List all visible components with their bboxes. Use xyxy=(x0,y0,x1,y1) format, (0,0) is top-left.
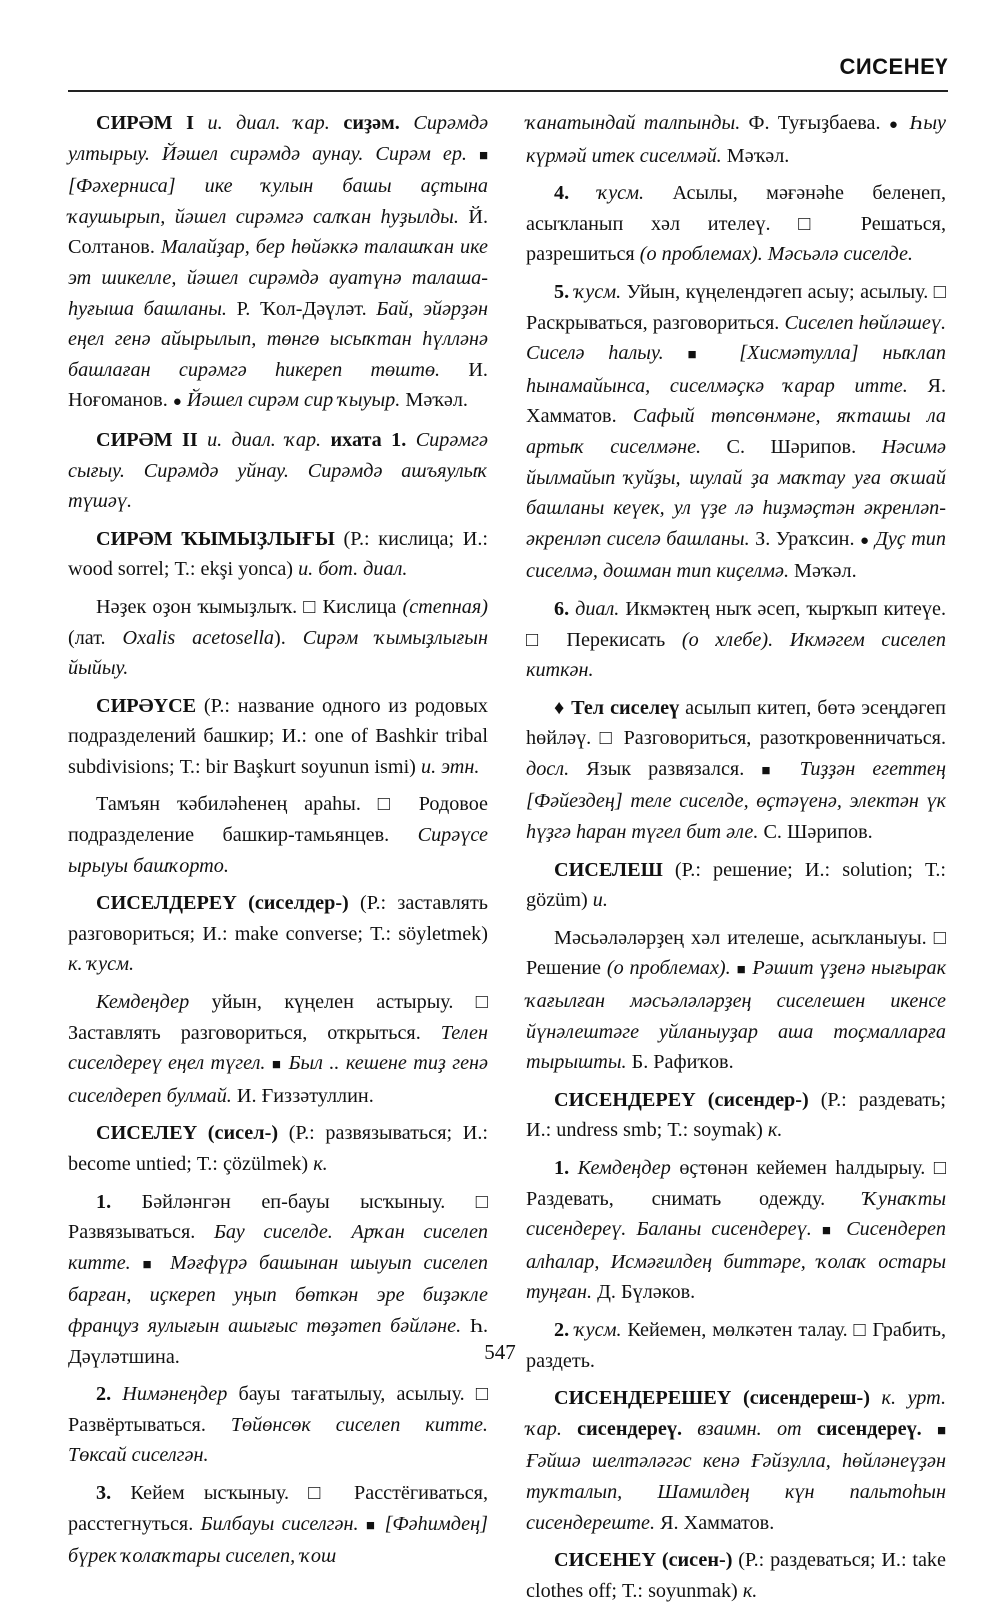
dictionary-paragraph xyxy=(526,1085,946,1146)
plain-text: И. Ноғоманов. xyxy=(68,358,488,412)
italic-text: и. xyxy=(592,889,608,912)
italic-text: ҡусм. xyxy=(574,280,622,303)
plain-text: (Р.: название одного из родовых подразделений башкир; И.: one of Bashkir tribal subdivisions; Т.: bir Başkurt soyunun ismi) xyxy=(68,694,488,778)
plain-text xyxy=(198,429,207,451)
section-marker: ■ xyxy=(271,1057,283,1074)
plain-text: асылып китеп, бөтә эсеңдәгеп һөйләү. □ Разговориться, разоткровенничаться. xyxy=(526,696,946,750)
plain-text: бауы тағатылыу, асылыу. □ Развёртываться. xyxy=(68,1383,489,1436)
plain-text: (Р.: развязываться; И.: become untied; Т.: çözülmek) xyxy=(68,1122,488,1175)
section-marker: ■ xyxy=(821,1223,837,1240)
section-marker: ● xyxy=(888,117,902,133)
plain-text: Мәҡәл. xyxy=(721,144,790,167)
headword: СИРӘМ I xyxy=(96,112,194,134)
plain-text xyxy=(562,1418,577,1440)
section-marker: ■ xyxy=(687,347,716,364)
plain-text xyxy=(194,112,208,134)
plain-text: Б. Рафиҡов. xyxy=(626,1051,734,1074)
dictionary-paragraph xyxy=(526,178,946,270)
dictionary-paragraph xyxy=(526,108,946,171)
italic-text: Нәсимә йылмайып ҡуйҙы, шулай ҙа маҡтау уға оҡшай башланы кеүек, ул үҙе лә һиҙмәҫтән әкренләп-әкренләп сиселә башланы. xyxy=(526,435,946,550)
bold-text: сисендереү. xyxy=(816,1417,922,1440)
headword: СИРӘМ II xyxy=(96,428,198,451)
dictionary-paragraph xyxy=(68,789,488,881)
plain-text: (Р.: решение; И.: solution; Т.: gözüm) xyxy=(526,858,946,912)
plain-text: Д. Бүләков. xyxy=(592,1281,696,1304)
italic-text: Нимәнеңдер xyxy=(122,1383,228,1406)
plain-text: уйын, күңелен астырыу. □ Заставлять разговориться, открыться. xyxy=(68,991,488,1044)
plain-text: (лат. xyxy=(68,626,123,649)
plain-text xyxy=(359,1513,366,1535)
plain-text xyxy=(812,1218,822,1240)
dictionary-paragraph xyxy=(526,693,946,848)
plain-text xyxy=(836,1218,846,1240)
italic-text: (о хлебе). Икмәгем сиселеп киткән. xyxy=(526,628,946,682)
italic-text: Oxalis acetosella xyxy=(122,626,275,649)
plain-text: Һ. Дәүләтшина. xyxy=(68,1314,489,1368)
italic-text: Бай, эйәрҙән еңел генә айырылып, төнгө ысыҡтан һүлләнә башлаған сирәмгә һикереп төштө. xyxy=(68,297,488,381)
plain-text: Я. Хамматов. xyxy=(655,1511,775,1534)
dictionary-paragraph xyxy=(68,1118,488,1179)
italic-text: и. этн. xyxy=(420,755,480,778)
dictionary-paragraph xyxy=(68,888,488,980)
headword: СИСЕЛДЕРЕҮ (сиселдер-) xyxy=(96,892,349,915)
italic-text: Сирәмгә сығыу. Сирәмдә уйнау. Сирәмдә ашъяулыҡ түшәү. xyxy=(68,428,489,513)
italic-text: Йәшел сирәм сир ҡыуыр. xyxy=(186,389,401,412)
plain-text: (Р.: заставлять разговориться; И.: make converse; Т.: söyletmek) xyxy=(68,892,488,945)
plain-text: И. Ғиззәтуллин. xyxy=(231,1084,374,1107)
bold-text: 5. xyxy=(554,280,570,303)
italic-text: ҡанатындай талпынды. xyxy=(526,112,741,134)
plain-text: Мәҡәл. xyxy=(789,560,857,583)
plain-text: Язык развязался. xyxy=(569,757,762,780)
plain-text: Кейемен, мөлкәтен талау. □ Грабить, раздеть. xyxy=(526,1318,947,1372)
italic-text: Бау сиселде. Арҡан сиселеп китте. xyxy=(68,1221,488,1274)
bold-text: 1. xyxy=(96,1190,112,1213)
bold-text: 1. xyxy=(554,1157,570,1179)
plain-text xyxy=(922,1418,937,1440)
headword: СИРӘМ ҠЫМЫҘЛЫҒЫ xyxy=(96,527,335,550)
italic-text: к. урт. ҡар. xyxy=(526,1387,946,1440)
dictionary-paragraph xyxy=(68,524,488,585)
italic-text: Сафый төпсөнмәне, яҡташы ла артыҡ сиселмәне. xyxy=(526,405,946,458)
dictionary-paragraph xyxy=(68,425,488,517)
plain-text xyxy=(131,1252,143,1274)
italic-text: (о проблемах). Мәсьәлә сиселде. xyxy=(639,243,913,266)
plain-text: Я. Хамматов. xyxy=(526,374,946,428)
italic-text: Ғәйшә шелтәләгәс кенә Ғәйзулла, һөйләнеүҙән туҡталып, Шамилдең күн пальтоһын сисендереште. xyxy=(526,1450,946,1534)
section-marker: ■ xyxy=(761,762,783,779)
italic-text: Рәшит үҙенә нығырак ҡағылған мәсьәләләрҙең сиселешен икенсе йүнәлештәге уйланыуҙар аша тоҫмалларға тырышты. xyxy=(526,957,947,1074)
dictionary-paragraph xyxy=(68,1478,488,1572)
section-marker: ■ xyxy=(478,147,488,164)
plain-text xyxy=(870,1387,882,1409)
plain-text: Мәсьәләләрҙең хәл ителеше, асыҡланыуы. □ Решение xyxy=(526,926,946,980)
plain-text: Й. Солтанов. xyxy=(68,205,488,259)
headword: СИСЕНДЕРЕШЕҮ (сисендереш-) xyxy=(554,1387,870,1410)
dictionary-paragraph xyxy=(68,691,488,783)
bold-text: ихата 1. xyxy=(330,428,407,451)
plain-text xyxy=(406,429,415,451)
section-marker: ● xyxy=(172,394,182,411)
plain-text xyxy=(158,1252,170,1274)
running-head: СИСЕНЕҮ xyxy=(839,54,948,79)
italic-text: (степная) xyxy=(402,595,488,618)
section-marker: ■ xyxy=(936,1422,947,1439)
plain-text: С. Шәрипов. xyxy=(701,435,882,458)
italic-text: Сирәүсе ырыуы башҡорто. xyxy=(68,824,488,877)
plain-text: Нәҙек оҙон ҡымыҙлыҡ. □ Кислица xyxy=(96,595,403,618)
plain-text: ). xyxy=(274,626,303,649)
plain-text: Бәйләнгән еп-бауы ысҡыныу. □ Развязываться. xyxy=(68,1190,488,1244)
plain-text: З. Ураҡсин. xyxy=(749,527,860,550)
bold-text: ♦ xyxy=(554,696,566,719)
header-rule xyxy=(68,90,948,92)
plain-text: (Р.: кислица; И.: wood sorrel; Т.: ekşi yonca) xyxy=(68,527,488,581)
dictionary-paragraph xyxy=(526,277,946,587)
plain-text: С. Шәрипов. xyxy=(758,821,873,844)
italic-text: Кемдеңдер xyxy=(577,1157,671,1179)
dictionary-paragraph xyxy=(68,987,488,1111)
headword: СИСЕНЕҮ (сисен-) xyxy=(554,1549,733,1572)
headword: СИСЕЛЕҮ (сисел-) xyxy=(96,1122,279,1145)
bold-text: 2. xyxy=(96,1383,112,1406)
italic-text: Сирәмдә ултырыу. Йәшел сирәмдә аунау. Сирәм ер. xyxy=(68,112,489,165)
dictionary-paragraph xyxy=(68,592,488,684)
plain-text xyxy=(569,182,597,204)
dictionary-paragraph xyxy=(526,1153,946,1308)
section-marker: ■ xyxy=(142,1256,159,1273)
headword: СИСЕНДЕРЕҮ (сисендер-) xyxy=(554,1088,809,1111)
italic-text: Телен сиселдереү еңел түгел. xyxy=(68,1021,488,1075)
dictionary-paragraph xyxy=(526,923,946,1078)
italic-text: Сиселеп һөйләшеү. Сиселә һалыу. xyxy=(526,311,947,365)
bold-text: Тел сиселеү xyxy=(571,696,680,719)
italic-text: досл. xyxy=(526,757,570,780)
italic-text: ҡусм. xyxy=(597,182,645,205)
plain-text xyxy=(802,1418,817,1440)
italic-text: и. бот. диал. xyxy=(298,558,408,581)
italic-text: и. диал. ҡар. xyxy=(207,112,330,134)
plain-text: Мәҡәл. xyxy=(400,389,468,412)
dictionary-paragraph xyxy=(526,1545,946,1606)
italic-text: Мәғфүрә башынан шыуып сиселеп барған, иҫкереп уңып бөткән эре биҙәкле француз яулығын ашығыс төҙәтеп бәйләне. xyxy=(68,1251,489,1337)
bold-text: сиҙәм. xyxy=(343,112,400,134)
headword: СИРӘҮСЕ xyxy=(96,694,197,717)
italic-text: Дуҫ тип сиселмә, дошман тип киҫелмә. xyxy=(526,527,946,583)
italic-text: Малайҙар, бер һөйәккә талашҡан ике эт шикелле, йәшел сирәмдә ауатүнә талаша-һуғыша башланы. xyxy=(68,236,488,320)
plain-text xyxy=(400,112,414,134)
section-marker: ● xyxy=(860,532,870,549)
plain-text: Асылы, мәғәнәһе беленеп, асыҡланып хәл ителеү. □ Решаться, разрешиться xyxy=(526,182,946,266)
plain-text xyxy=(715,342,739,364)
section-marker: ■ xyxy=(365,1517,378,1534)
plain-text: Р. Ҡол-Дәүләт. xyxy=(226,297,377,320)
plain-text xyxy=(330,112,344,134)
italic-text: Сирәм ҡымыҙлығын йыйыу. xyxy=(68,626,488,680)
italic-text: диал. xyxy=(575,597,620,620)
dictionary-paragraph xyxy=(68,108,488,418)
bold-text: сисендереү. xyxy=(577,1417,682,1440)
page-number: 547 xyxy=(484,1340,516,1364)
italic-text: к. xyxy=(742,1579,758,1602)
dictionary-paragraph xyxy=(68,1379,488,1471)
plain-text: Тамъян ҡәбиләһенең араһы. □ Родовое подразделение башкир-тамьянцев. xyxy=(68,793,488,847)
dictionary-paragraph xyxy=(526,594,946,686)
plain-text: (Р.: раздевать; И.: undress smb; Т.: soymak) xyxy=(526,1088,946,1142)
italic-text: ҡусм. xyxy=(575,1318,622,1341)
headword: СИСЕЛЕШ xyxy=(554,858,663,881)
plain-text: Ф. Туғыҙбаева. xyxy=(740,112,889,134)
italic-text: [Фәһимдең] бүрек ҡолаҡтары сиселеп, ҡош xyxy=(68,1512,488,1568)
italic-text: [Хисмәтулла] ныҡлап һынамайынса, сиселмәҫкә ҡарар итте. xyxy=(526,342,947,397)
right-column xyxy=(526,108,946,1606)
plain-text: Кейем ысҡыныу. □ Расстёгиваться, расстегнуться. xyxy=(68,1481,488,1535)
bold-text: 2. xyxy=(554,1318,570,1341)
italic-text: [Фәхерниса] ике ҡулын башы аҫтына ҡаушырып, йәшел сирәмгә салҡан һуҙылды. xyxy=(68,175,488,228)
italic-text: Сисендереп алһалар, Исмәғилдең биттәре, ҡолаҡ остары туңған. xyxy=(526,1218,947,1304)
italic-text: Төйөнсөк сиселеп китте. Төксай сиселгән. xyxy=(68,1413,488,1467)
dictionary-paragraph xyxy=(526,855,946,916)
plain-text xyxy=(664,342,688,364)
italic-text: Һыу күрмәй итек сиселмәй. xyxy=(526,112,946,167)
italic-text: (о проблемах). xyxy=(606,957,731,980)
dictionary-paragraph xyxy=(526,1383,946,1538)
italic-text: и. диал. ҡар. xyxy=(207,428,322,451)
italic-text: Был .. кешене тиҙ генә сиселдереп булмай. xyxy=(68,1052,489,1107)
plain-text xyxy=(569,1157,578,1179)
bold-text: 4. xyxy=(554,182,570,205)
italic-text: к. xyxy=(767,1119,783,1142)
plain-text: Уйын, күңелендәгеп асыу; асылыу. □ Раскрываться, разговориться. xyxy=(526,280,946,334)
italic-text: Билбауы сиселгән. xyxy=(200,1512,359,1535)
italic-text: Ҡунаҡты сисендереү. Баланы сисендереү. xyxy=(526,1187,946,1241)
italic-text: к. xyxy=(313,1153,328,1175)
plain-text xyxy=(377,1513,384,1535)
plain-text: өҫтөнән кейемен һалдырыу. □ Раздевать, снимать одежду. xyxy=(526,1157,947,1210)
plain-text xyxy=(682,1418,697,1440)
italic-text: взаимн. от xyxy=(697,1417,802,1440)
plain-text xyxy=(111,1383,122,1405)
bold-text: 3. xyxy=(96,1481,112,1504)
italic-text: к. ҡусм. xyxy=(68,953,135,976)
plain-text: Икмәктең ныҡ әсеп, ҡырҡып китеүе. □ Перекисать xyxy=(526,597,946,651)
plain-text xyxy=(467,143,479,165)
plain-text xyxy=(783,758,800,780)
section-marker: ■ xyxy=(736,962,747,979)
bold-text: 6. xyxy=(554,597,570,620)
italic-text: Кемдеңдер xyxy=(96,991,190,1014)
plain-text: (Р.: раздеваться; И.: take clothes off; Т.: soyunmak) xyxy=(526,1549,946,1602)
italic-text: Тиҙҙән егеттең [Фәйездең] теле сиселде, өҫтәүенә, электән үк һүҙгә һаран түгел бит әле. xyxy=(526,757,946,844)
